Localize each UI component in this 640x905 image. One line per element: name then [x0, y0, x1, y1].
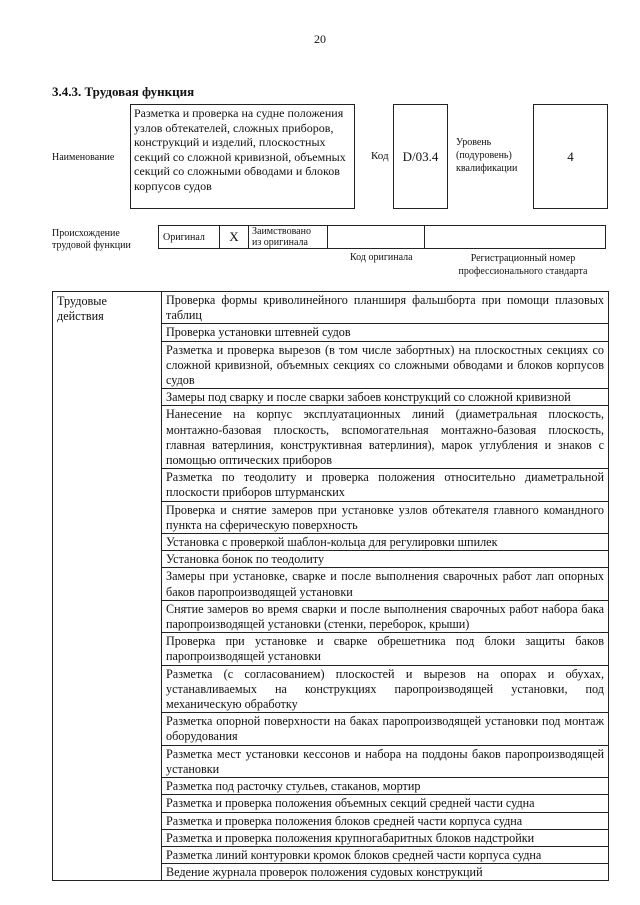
labor-action-item: Проверка установки штевней судов — [162, 324, 609, 341]
labor-action-item: Нанесение на корпус эксплуатационных линий (диаметральная плоскость, монтажно-базовая плоскость, вспомогательная монтажно-базовая плоскость, главная ватерлиния, конструктивная ватерлиния), марок углубления и знаков с помощью оптических приборов — [162, 406, 609, 469]
labor-action-item: Разметка по теодолиту и проверка положения относительно диаметральной плоскости приборов штурманских — [162, 469, 609, 501]
origin-label-line-1: Происхождение — [52, 228, 120, 239]
original-code-caption: Код оригинала — [350, 252, 413, 263]
level-box — [533, 104, 608, 209]
labor-actions-table — [52, 291, 609, 881]
labor-action-item: Разметка и проверка положения блоков средней части корпуса судна — [162, 812, 609, 829]
labor-action-item: Разметка и проверка вырезов (в том числе забортных) на плоскостных секциях со сложной кривизной, объемных секциях со сложными обводами и блоков корпусов судов — [162, 341, 609, 389]
registration-caption-line-1: Регистрационный номер — [470, 253, 576, 264]
labor-action-item: Разметка под расточку стульев, стаканов, мортир — [162, 778, 609, 795]
labor-action-item: Замеры под сварку и после сварки забоев конструкций со сложной кривизной — [162, 389, 609, 406]
level-value: 4 — [567, 148, 574, 164]
level-label-line-3: квалификации — [456, 163, 518, 174]
labor-action-item: Снятие замеров во время сварки и после выполнения сварочных работ набора бака паропроизводящей установки (стенки, переборок, крыши) — [162, 600, 609, 632]
original-mark: X — [229, 229, 239, 244]
origin-label — [52, 228, 131, 252]
labor-action-item: Ведение журнала проверок положения судовых конструкций — [162, 864, 609, 881]
level-label — [456, 136, 517, 175]
labor-action-item: Установка бонок по теодолиту — [162, 551, 609, 568]
registration-caption-line-2: профессионального стандарта — [458, 266, 588, 277]
borrowed-cell — [248, 225, 328, 249]
labor-action-item: Разметка и проверка положения объемных секций средней части судна — [162, 795, 609, 812]
borrowed-line-2: из оригинала — [252, 237, 308, 248]
level-label-line-1: Уровень — [456, 137, 492, 148]
labor-action-item: Разметка опорной поверхности на баках паропроизводящей установки под монтаж оборудования — [162, 713, 609, 745]
function-name-box: Разметка и проверка на судне положения узлов обтекателей, сложных приборов, конструкций и изделий, плоскостных секций со сложной кривизной, объемных секций со сложными обводами и блоков корпусов судов — [130, 104, 355, 209]
registration-caption — [438, 252, 608, 278]
original-label: Оригинал — [163, 231, 205, 243]
labor-actions-label-line-1: Трудовые — [57, 294, 107, 308]
code-label: Код — [371, 150, 389, 162]
section-title: 3.4.3. Трудовая функция — [52, 84, 195, 99]
original-cell — [158, 225, 220, 249]
labor-action-item: Разметка (с согласованием) плоскостей и вырезов на опорах и обухах, устанавливаемых на конструкциях паропроизводящей установки, под механическую обработку — [162, 665, 609, 713]
level-label-line-2: (подуровень) — [456, 150, 512, 161]
labor-action-item: Замеры при установке, сварке и после выполнения сварочных работ лап опорных баков паропроизводящей установки — [162, 568, 609, 600]
page-number: 20 — [314, 32, 326, 46]
code-box — [393, 104, 448, 209]
origin-row — [158, 225, 608, 249]
registration-number-cell — [424, 225, 606, 249]
labor-action-item: Разметка и проверка положения крупногабаритных блоков надстройки — [162, 829, 609, 846]
labor-action-item: Проверка и снятие замеров при установке узлов обтекателя главного командного пункта на сферическую поверхность — [162, 501, 609, 533]
origin-label-line-2: трудовой функции — [52, 240, 131, 251]
code-value: D/03.4 — [402, 148, 439, 164]
labor-action-item: Разметка линий контуровки кромок блоков средней части корпуса судна — [162, 846, 609, 863]
labor-action-item: Проверка при установке и сварке обрешетника под блоки защиты баков паропроизводящей установки — [162, 633, 609, 665]
name-label: Наименование — [52, 152, 115, 163]
borrowed-line-1: Заимствовано — [252, 226, 311, 237]
original-mark-cell — [219, 225, 249, 249]
original-code-cell — [327, 225, 425, 249]
labor-action-item: Разметка мест установки кессонов и набора на поддоны баков паропроизводящей установки — [162, 745, 609, 777]
labor-actions-label-line-2: действия — [57, 309, 104, 324]
labor-action-item: Установка с проверкой шаблон-кольца для регулировки шпилек — [162, 534, 609, 551]
labor-actions-label — [53, 292, 162, 881]
labor-action-item: Проверка формы криволинейного планширя фальшборта при помощи плазовых таблиц — [162, 292, 609, 324]
